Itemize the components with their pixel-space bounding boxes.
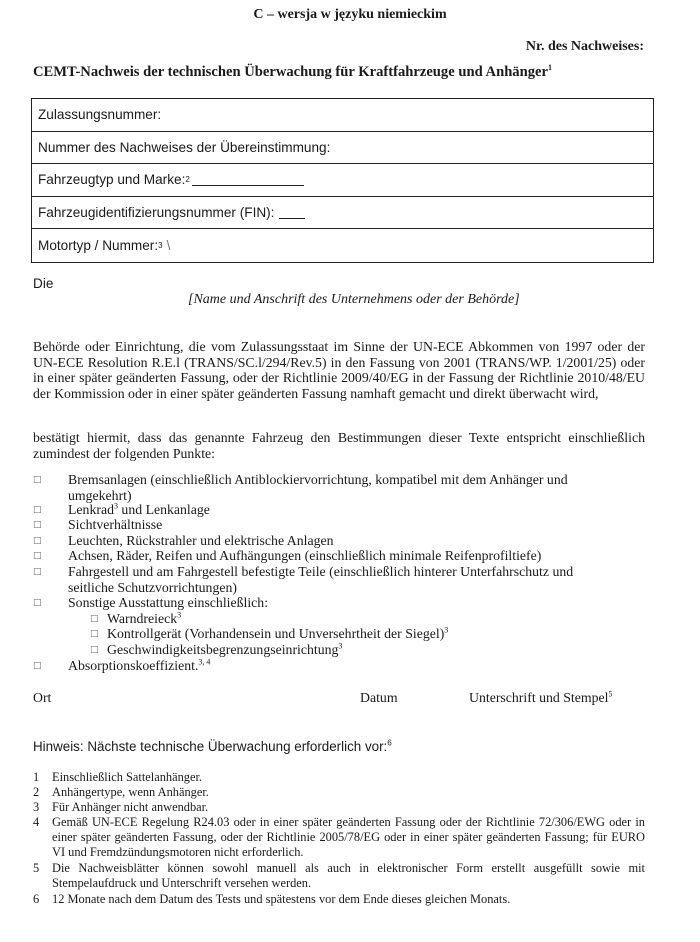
footnote-number: 3 (33, 800, 40, 814)
next-inspection-note (33, 739, 392, 754)
confirmation-paragraph: bestätigt hiermit, dass das genannte Fahrzeug den Bestimmungen dieser Texte entspricht einschließlich zumindest der folgenden Punkte: (33, 430, 645, 461)
checkbox-other[interactable]: □ (33, 598, 42, 608)
item-visibility: Sichtverhältnisse (68, 517, 163, 532)
item-chassis: Fahrgestell und am Fahrgestell befestigte Teile (einschließlich hinterer Unterfahrschutz und seitliche Schutzvorrichtungen) (68, 564, 574, 595)
item-warning-triangle-text: Warndreieck (107, 611, 178, 626)
footnote-number: 6 (33, 892, 40, 906)
item-steering-text-b: und Lenkanlage (117, 502, 210, 517)
checkbox-axles[interactable]: □ (33, 551, 42, 561)
footnote-number: 2 (33, 785, 40, 799)
item-steering (68, 502, 210, 518)
item-speed-limiter-text: Geschwindigkeitsbegrenzungseinrichtung (107, 642, 339, 657)
triangle-footnote-ref: 3 (177, 610, 182, 620)
vin-label: Fahrzeugidentifizierungsnummer (FIN): (38, 205, 275, 221)
item-axles: Achsen, Räder, Reifen und Aufhängungen (einschließlich minimale Reifenprofiltiefe) (68, 548, 542, 563)
engine-row[interactable]: Motortyp / Nummer: 3 \ (38, 238, 171, 254)
item-absorption (68, 658, 210, 674)
footnote-text: Für Anhänger nicht anwendbar. (52, 800, 209, 814)
checkbox-visibility[interactable]: □ (33, 520, 42, 530)
signature-stamp-text: Unterschrift und Stempel (469, 690, 609, 705)
engine-label: Motortyp / Nummer: (38, 238, 159, 254)
footnote-number: 1 (33, 770, 40, 784)
footnote-number: 5 (33, 861, 40, 875)
tachograph-footnote-ref: 3 (444, 625, 449, 635)
checkbox-triangle[interactable]: □ (90, 614, 99, 624)
document-title (33, 64, 552, 81)
next-inspection-footnote-ref: 6 (387, 738, 392, 748)
vehicle-type-blank[interactable] (192, 173, 304, 186)
vin-blank[interactable] (279, 206, 305, 219)
signature-stamp-label (469, 690, 612, 706)
checkbox-brakes[interactable]: □ (33, 475, 42, 485)
absorption-footnote-ref: 3, 4 (198, 657, 211, 667)
item-speed-limiter (107, 642, 342, 658)
item-warning-triangle (107, 611, 181, 627)
conformity-row[interactable] (32, 132, 653, 165)
footnote-number: 4 (33, 815, 40, 829)
checkbox-tachograph[interactable]: □ (90, 629, 99, 639)
authority-paragraph: Behörde oder Einrichtung, die vom Zulassungsstaat im Sinne der UN-ECE Abkommen von 1997 oder der UN-ECE Resolution R.E.l (TRANS/SC.l/294/Rev.5) in den Fassung von 2001 (TRANS/WP. 1/2001/25) oder in einer später geänderten Fassung, oder der Richtlinie 2009/40/EG in der Fassung der Richtlinie 2010/48/EU der Kommission oder in einer später geänderten Fassung namhaft gemacht und direkt überwacht wird, (33, 339, 645, 402)
registration-label: Zulassungsnummer: (38, 107, 162, 123)
checkbox-speed-limiter[interactable]: □ (90, 645, 99, 655)
item-brakes: Bremsanlagen (einschließlich Antiblockiervorrichtung, kompatibel mit dem Anhänger und umgekehrt) (68, 472, 568, 503)
vehicle-type-label: Fahrzeugtyp und Marke: (38, 172, 186, 188)
speed-limiter-footnote-ref: 3 (338, 641, 343, 651)
steering-footnote-ref: 3 (113, 501, 118, 511)
item-absorption-text: Absorptionskoeffizient. (68, 658, 199, 673)
version-heading: C – wersja w języku niemieckim (253, 7, 447, 22)
certificate-number-label: Nr. des Nachweises: (525, 39, 644, 54)
checkbox-lights[interactable]: □ (33, 536, 42, 546)
place-label: Ort (33, 690, 52, 705)
footnote-text: Gemäß UN-ECE Regelung R24.03 oder in einer später geänderten Fassung oder der Richtlinie 72/306/EWG oder in einer später geänderten Fassung, oder der Richtlinie 2005/78/EG oder in einer später geänderten Fassung; für EURO VI und Fremdzündungsmotoren nicht erforderlich. (52, 815, 645, 860)
title-footnote-ref: 1 (547, 63, 552, 73)
footnote-text: Anhängertype, wenn Anhänger. (52, 785, 209, 799)
footnote-text: Die Nachweisblätter können sowohl manuell als auch in elektronischer Form erstellt ausgefüllt sowie mit Stempelaufdruck und Unterschrift versehen werden. (52, 861, 645, 891)
item-lights: Leuchten, Rückstrahler und elektrische Anlagen (68, 533, 334, 548)
next-inspection-text: Hinweis: Nächste technische Überwachung erforderlich vor: (33, 739, 388, 754)
vehicle-type-row[interactable]: Fahrzeugtyp und Marke: 2 (32, 164, 653, 197)
item-tachograph (107, 626, 448, 642)
vin-row[interactable] (32, 197, 653, 230)
footnote-text: 12 Monate nach dem Datum des Tests und spätestens vor dem Ende dieses gleichen Monats. (52, 892, 511, 906)
footnote-text: Einschließlich Sattelanhänger. (52, 770, 203, 784)
signature-footnote-ref: 5 (608, 689, 613, 699)
item-steering-text-a: Lenkrad (68, 502, 114, 517)
registration-row[interactable] (32, 99, 653, 132)
vehicle-info-table (31, 98, 654, 263)
document-title-text: CEMT-Nachweis der technischen Überwachung für Kraftfahrzeuge und Anhänger (33, 64, 548, 80)
checkbox-absorption[interactable]: □ (33, 661, 42, 671)
die-label: Die (33, 276, 54, 291)
date-label: Datum (360, 690, 398, 705)
conformity-label: Nummer des Nachweises der Übereinstimmung: (38, 139, 331, 155)
authority-placeholder: [Name und Anschrift des Unternehmens oder der Behörde] (188, 292, 520, 307)
checkbox-chassis[interactable]: □ (33, 567, 42, 577)
engine-trailing-mark: \ (166, 238, 171, 254)
checkbox-steering[interactable]: □ (33, 505, 42, 515)
item-other-equipment: Sonstige Ausstattung einschließlich: (68, 595, 269, 610)
item-tachograph-text: Kontrollgerät (Vorhandensein und Unversehrtheit der Siegel) (107, 626, 445, 641)
